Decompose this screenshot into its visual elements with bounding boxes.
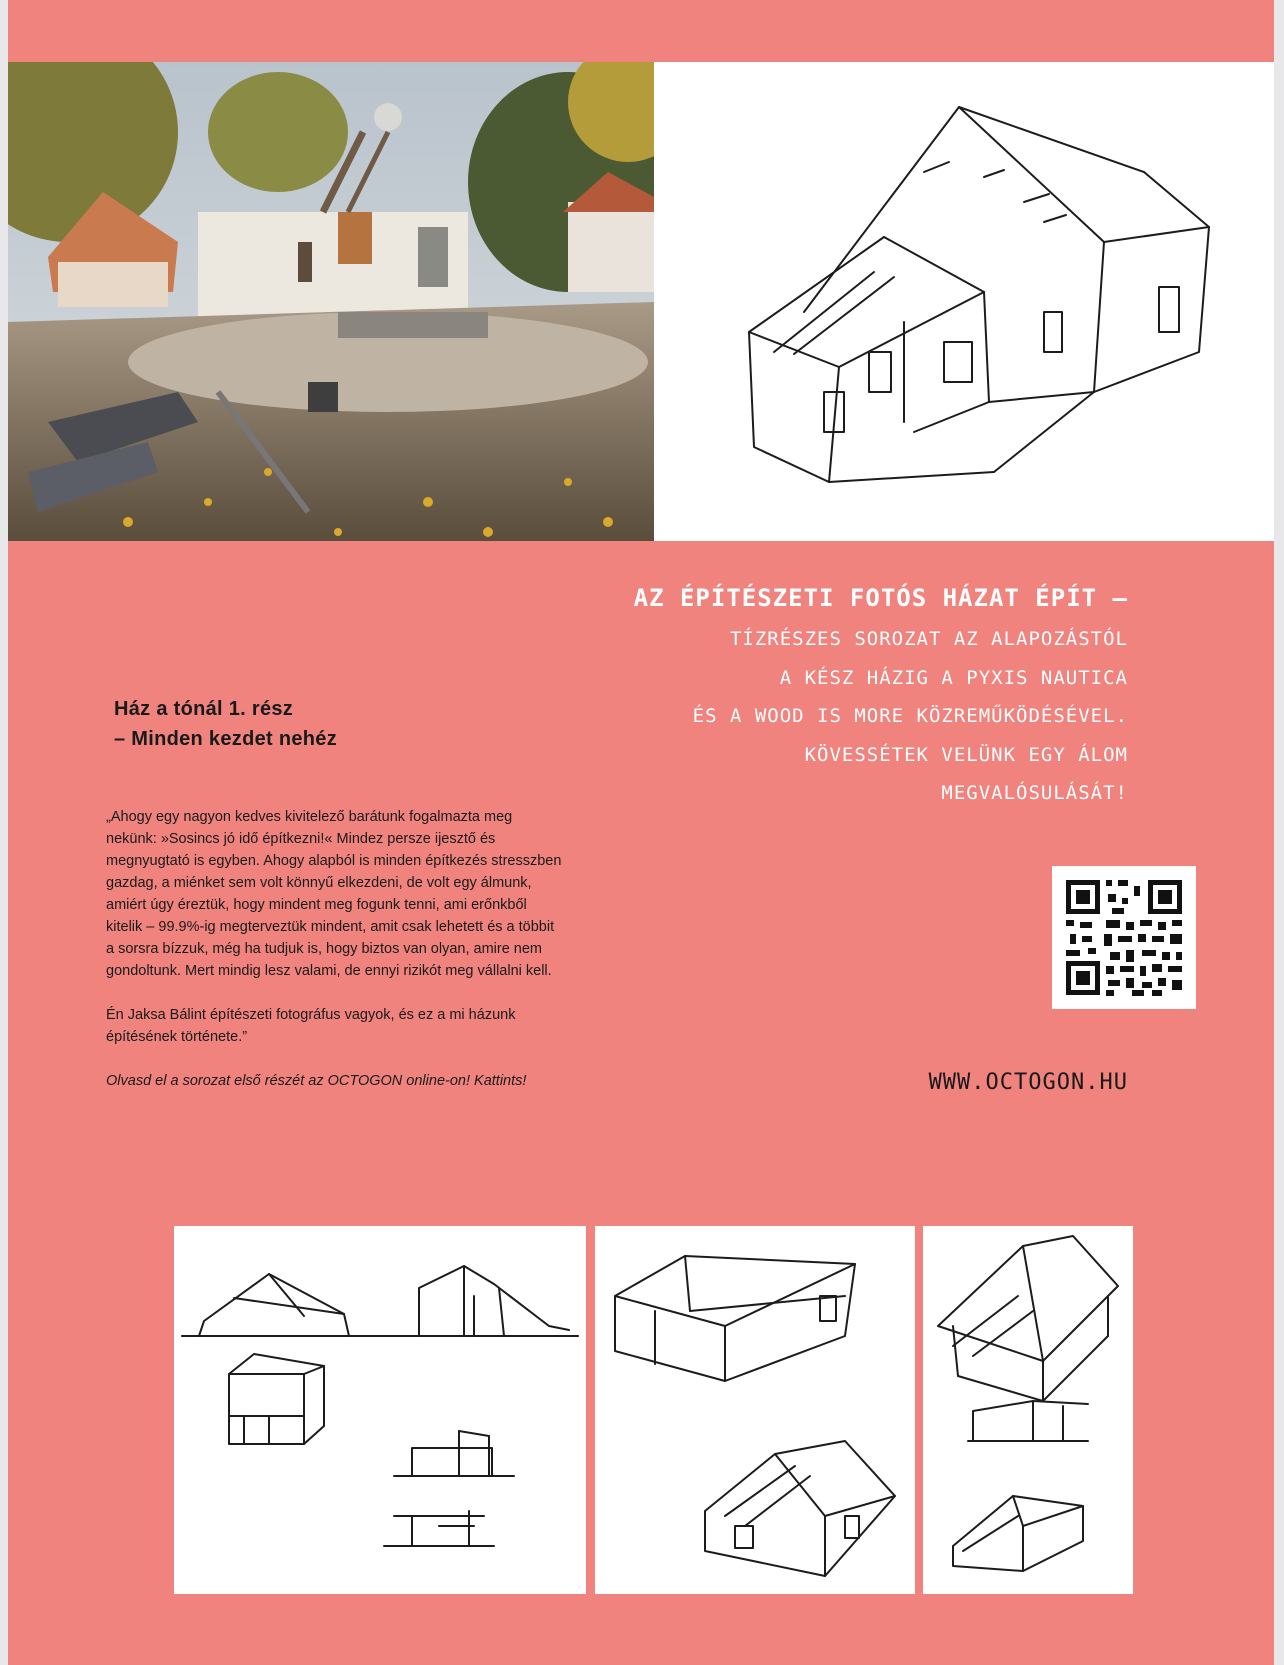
demolition-photo <box>8 62 654 541</box>
headline-line: MEGVALÓSULÁSÁT! <box>941 782 1128 804</box>
headline-title: AZ ÉPÍTÉSZETI FOTÓS HÁZAT ÉPÍT – <box>633 584 1128 612</box>
qr-code[interactable] <box>1052 866 1196 1009</box>
read-online-link[interactable]: Olvasd el a sorozat első részét az OCTOGON online-on! Kattints! <box>106 1073 527 1089</box>
headline-line: A KÉSZ HÁZIG A PYXIS NAUTICA <box>779 666 1128 689</box>
article-body <box>106 806 566 1092</box>
magazine-page <box>8 0 1274 1665</box>
headline-line: KÖVESSÉTEK VELÜNK EGY ÁLOM <box>804 743 1128 766</box>
elevation-sketches <box>174 1226 586 1594</box>
perspective-sketches <box>595 1226 915 1594</box>
series-headline <box>428 580 1128 813</box>
article-paragraph: Én Jaksa Bálint építészeti fotográfus vagyok, és ez a mi házunk építésének története.” <box>106 1007 516 1045</box>
house-studies-sketch <box>923 1226 1133 1594</box>
article-paragraph: „Ahogy egy nagyon kedves kivitelező barátunk fogalmazta meg nekünk: »Sosincs jó idő építkezni!« Mindez persze ijesztő és megnyugtató is egyben. Ahogy alapból is minden építkezés stresszben gazdag, a miénket sem volt könnyű elkezdeni, de volt egy álmunk, amiért úgy éreztük, hogy mindent meg fogunk tenni, ami erőnkből kitelik – 99.9%-ig megterveztük mindent, amit csak lehetett és a többit a sorsra bízzuk, még ha tudjuk is, hogy biztos van olyan, amire nem gondoltunk. Mert mindig lesz valami, de ennyi rizikót meg vállalni kell. <box>106 809 562 979</box>
article-title-line2: – Minden kezdet nehéz <box>114 728 338 750</box>
headline-line: ÉS A WOOD IS MORE KÖZREMŰKÖDÉSÉVEL. <box>692 705 1128 727</box>
house-sketch-top <box>654 62 1274 541</box>
website-url[interactable]: WWW.OCTOGON.HU <box>928 1070 1128 1095</box>
headline-line: TÍZRÉSZES SOROZAT AZ ALAPOZÁSTÓL <box>729 628 1128 650</box>
article-title <box>114 694 337 754</box>
article-title-line1: Ház a tónál 1. rész <box>114 698 294 720</box>
